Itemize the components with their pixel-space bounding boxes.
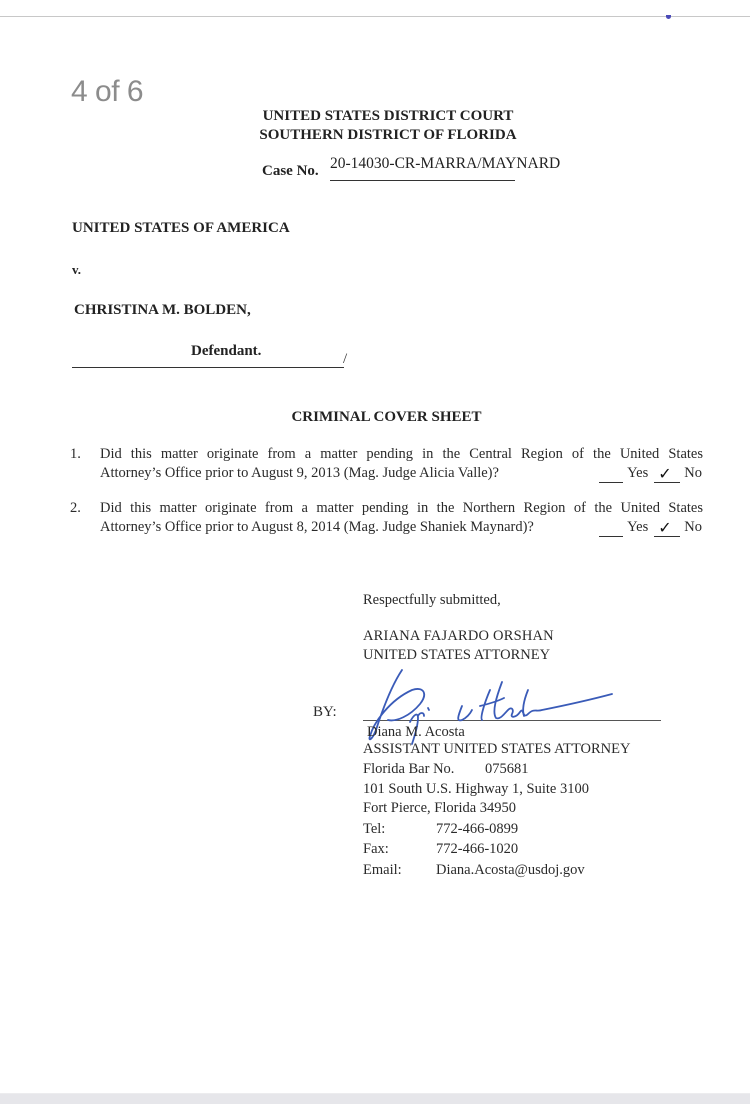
question-text-line2: Attorney’s Office prior to August 9, 2013 (Mag. Judge Alicia Valle)? (100, 465, 499, 481)
yes-label: Yes (627, 465, 649, 481)
case-number-label: Case No. (262, 163, 319, 179)
plaintiff-name: UNITED STATES OF AMERICA (72, 220, 290, 236)
yes-checkbox[interactable] (599, 523, 623, 537)
no-checkbox[interactable] (654, 518, 680, 537)
court-header (0, 107, 750, 145)
no-label: No (684, 519, 702, 535)
top-divider (0, 16, 750, 17)
yes-label: Yes (627, 519, 649, 535)
email-link[interactable]: Diana.Acosta@usdoj.gov (436, 862, 585, 878)
page-indicator: 4 of 6 (71, 75, 144, 108)
case-number-underline (330, 180, 515, 181)
question-text-line1: Did this matter originate from a matter pending in the Northern Region of the United States (100, 500, 703, 516)
fax-label: Fax: (363, 841, 389, 857)
case-number-value: 20-14030-CR-MARRA/MAYNARD (330, 155, 561, 172)
question-text-line1: Did this matter originate from a matter pending in the Central Region of the United States (100, 446, 703, 462)
checkmark-icon: ✓ (658, 464, 672, 483)
checkmark-icon: ✓ (658, 518, 672, 537)
question-text-line2: Attorney’s Office prior to August 8, 2014 (Mag. Judge Shaniek Maynard)? (100, 519, 534, 535)
signer-title: ASSISTANT UNITED STATES ATTORNEY (363, 741, 631, 757)
defendant-role: Defendant. (191, 343, 262, 359)
closing-text: Respectfully submitted, (363, 592, 501, 608)
caption-slash: / (343, 351, 348, 367)
no-label: No (684, 465, 702, 481)
document-title: CRIMINAL COVER SHEET (291, 409, 482, 425)
us-attorney-title: UNITED STATES ATTORNEY (363, 647, 551, 663)
tel-label: Tel: (363, 821, 386, 837)
page-bottom-edge (0, 1093, 750, 1104)
answer-options (599, 518, 702, 537)
email-label: Email: (363, 862, 402, 878)
us-attorney-name: ARIANA FAJARDO ORSHAN (363, 628, 554, 644)
tel-value: 772-466-0899 (436, 821, 519, 837)
fax-value: 772-466-1020 (436, 841, 519, 857)
bar-number-value: 075681 (485, 761, 529, 777)
court-name: UNITED STATES DISTRICT COURT (262, 108, 514, 124)
court-district: SOUTHERN DISTRICT OF FLORIDA (259, 127, 517, 143)
question-number: 1. (70, 446, 81, 462)
signer-name: Diana M. Acosta (367, 724, 465, 740)
address-line1: 101 South U.S. Highway 1, Suite 3100 (363, 781, 589, 797)
no-checkbox[interactable] (654, 464, 680, 483)
by-label: BY: (313, 704, 337, 720)
scroll-indicator-dot (666, 15, 671, 19)
caption-underline (72, 367, 344, 368)
yes-checkbox[interactable] (599, 469, 623, 483)
address-line2: Fort Pierce, Florida 34950 (363, 800, 517, 816)
question-number: 2. (70, 500, 81, 516)
defendant-name: CHRISTINA M. BOLDEN, (74, 302, 251, 318)
bar-number-label: Florida Bar No. (363, 761, 455, 777)
answer-options (599, 464, 702, 483)
bar-number-row (363, 761, 529, 778)
versus-label: v. (72, 262, 82, 277)
